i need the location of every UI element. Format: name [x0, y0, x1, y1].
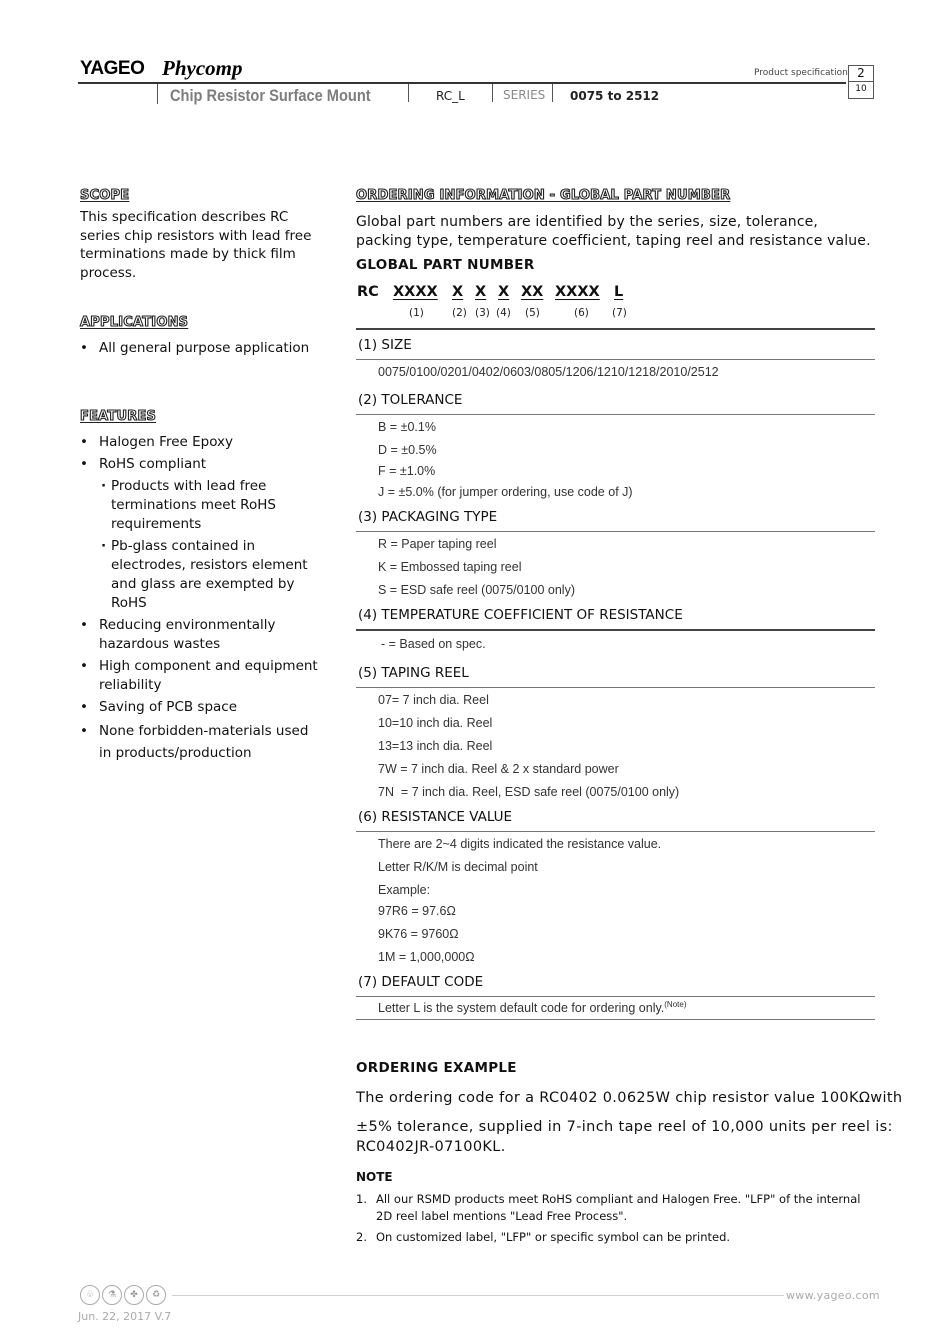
features-list [80, 433, 320, 764]
applications-heading: APPLICATIONS [80, 315, 189, 330]
reel-item: 10=10 inch dia. Reel [378, 716, 493, 730]
resistance-item: Letter R/K/M is decimal point [378, 860, 538, 874]
pn-segment: X [475, 284, 487, 300]
series-label: SERIES [503, 88, 546, 102]
flask-icon: ⚗ [102, 1285, 122, 1305]
footer-rule [172, 1295, 784, 1296]
tolerance-item: J = ±5.0% (for jumper ordering, use code of J) [378, 485, 633, 499]
list-item: • Reducing environmentally hazardous wastes [80, 616, 320, 654]
page-number-box [848, 65, 874, 99]
applications-list [80, 339, 320, 358]
note-number: 1. [356, 1192, 367, 1206]
header-divider [408, 84, 409, 102]
notes-list [356, 1191, 876, 1250]
note-reference: (Note) [664, 1000, 687, 1009]
divider [356, 414, 875, 415]
pn-segment: XXXX [555, 284, 600, 300]
header-divider [157, 84, 158, 104]
global-part-number-heading: GLOBAL PART NUMBER [356, 257, 535, 273]
example-line: ±5% tolerance, supplied in 7-inch tape reel of 10,000 units per reel is: [356, 1119, 893, 1135]
list-item: · Pb-glass contained in electrodes, resistors element and glass are exempted by RoHS [80, 537, 320, 613]
default-code-text [378, 1000, 687, 1015]
header-rule [78, 82, 846, 84]
pn-index: (5) [525, 307, 540, 319]
resistance-item: There are 2~4 digits indicated the resistance value. [378, 837, 662, 851]
tcr-item: - = Based on spec. [381, 637, 486, 651]
tolerance-item: B = ±0.1% [378, 420, 436, 434]
tolerance-item: F = ±1.0% [378, 464, 436, 478]
divider [356, 831, 875, 832]
reel-item: 13=13 inch dia. Reel [378, 739, 493, 753]
list-item: • RoHS compliant [80, 455, 320, 474]
list-item: • None forbidden-materials used in products/production [80, 720, 320, 764]
note-item [356, 1229, 876, 1246]
eco-icons [80, 1285, 166, 1305]
resistance-item: 97R6 = 97.6Ω [378, 904, 456, 918]
list-item: • High component and equipment reliability [80, 657, 320, 695]
list-item: • Halogen Free Epoxy [80, 433, 320, 452]
document-title: Chip Resistor Surface Mount [170, 86, 371, 105]
header-divider [492, 84, 493, 102]
pn-index: (4) [496, 307, 511, 319]
reel-item: 7N = 7 inch dia. Reel, ESD safe reel (0075/0100 only) [378, 785, 680, 799]
pn-segment: X [452, 284, 464, 300]
plant-icon: ✤ [124, 1285, 144, 1305]
divider [356, 531, 875, 532]
features-heading: FEATURES [80, 409, 157, 424]
scope-heading: SCOPE [80, 188, 130, 203]
resistance-item: 1M = 1,000,000Ω [378, 950, 475, 964]
part-code: RC_L [436, 89, 465, 103]
header-divider [552, 84, 553, 102]
divider [356, 359, 875, 360]
divider [356, 687, 875, 688]
tolerance-title: (2) TOLERANCE [358, 392, 463, 408]
pn-segment: XX [521, 284, 544, 300]
pn-index: (7) [612, 307, 627, 319]
example-line: The ordering code for a RC0402 0.0625W chip resistor value 100KΩwith [356, 1090, 903, 1106]
packaging-item: K = Embossed taping reel [378, 560, 522, 574]
pn-index: (6) [574, 307, 589, 319]
series-range: 0075 to 2512 [570, 89, 660, 103]
pn-segment: L [614, 284, 624, 300]
note-number: 2. [356, 1230, 367, 1244]
ordering-example-heading: ORDERING EXAMPLE [356, 1060, 517, 1076]
list-item: · Products with lead free terminations meet RoHS requirements [80, 477, 320, 534]
pn-prefix: RC [357, 284, 379, 300]
recycle-icon: ♻ [146, 1285, 166, 1305]
example-code: RC0402JR-07100KL. [356, 1139, 506, 1155]
pn-segment: X [498, 284, 510, 300]
yageo-logo: YAGEO [80, 58, 145, 79]
ordering-heading: ORDERING INFORMATION - GLOBAL PART NUMBER [356, 188, 731, 203]
resistance-item: 9K76 = 9760Ω [378, 927, 459, 941]
note-text: All our RSMD products meet RoHS compliant and Halogen Free. "LFP" of the internal 2D reel label mentions "Lead Free Process". [376, 1192, 861, 1223]
packaging-item: S = ESD safe reel (0075/0100 only) [378, 583, 575, 597]
list-item: • All general purpose application [80, 339, 320, 358]
ordering-intro: Global part numbers are identified by the series, size, tolerance, packing type, temperature coefficient, taping reel and resistance value. [356, 214, 871, 249]
page-number: 2 [849, 66, 873, 82]
spec-label: Product specification [754, 68, 848, 78]
resistance-title: (6) RESISTANCE VALUE [358, 809, 513, 825]
table-bottom-rule [356, 1019, 875, 1020]
tolerance-item: D = ±0.5% [378, 443, 437, 457]
table-top-rule [356, 328, 875, 330]
packaging-item: R = Paper taping reel [378, 537, 497, 551]
pn-segment: XXXX [393, 284, 438, 300]
size-values: 0075/0100/0201/0402/0603/0805/1206/1210/1218/2010/2512 [378, 365, 719, 379]
default-code-title: (7) DEFAULT CODE [358, 974, 484, 990]
pn-index: (1) [409, 307, 424, 319]
phycomp-logo: Phycomp [162, 56, 243, 80]
note-heading: NOTE [356, 1170, 393, 1184]
tcr-title: (4) TEMPERATURE COEFFICIENT OF RESISTANCE [358, 607, 683, 623]
resistance-item: Example: [378, 883, 431, 897]
list-item: • Saving of PCB space [80, 698, 320, 717]
packaging-title: (3) PACKAGING TYPE [358, 509, 498, 525]
pn-index: (2) [452, 307, 467, 319]
size-title: (1) SIZE [358, 337, 412, 353]
total-pages: 10 [855, 84, 867, 94]
divider [356, 629, 875, 631]
divider [356, 996, 875, 997]
note-text: On customized label, "LFP" or specific symbol can be printed. [376, 1230, 731, 1244]
reel-item: 7W = 7 inch dia. Reel & 2 x standard power [378, 762, 619, 776]
default-code-label: Letter L is the system default code for ordering only. [378, 1001, 665, 1016]
reel-item: 07= 7 inch dia. Reel [378, 693, 489, 707]
pn-index: (3) [475, 307, 490, 319]
leaf-icon: ♧ [80, 1285, 100, 1305]
scope-text: This specification describes RC series chip resistors with lead free terminations made by thick film process. [80, 209, 312, 281]
taping-reel-title: (5) TAPING REEL [358, 665, 469, 681]
note-item [356, 1191, 876, 1225]
footer-url[interactable]: www.yageo.com [786, 1289, 880, 1302]
footer-date: Jun. 22, 2017 V.7 [78, 1310, 172, 1323]
